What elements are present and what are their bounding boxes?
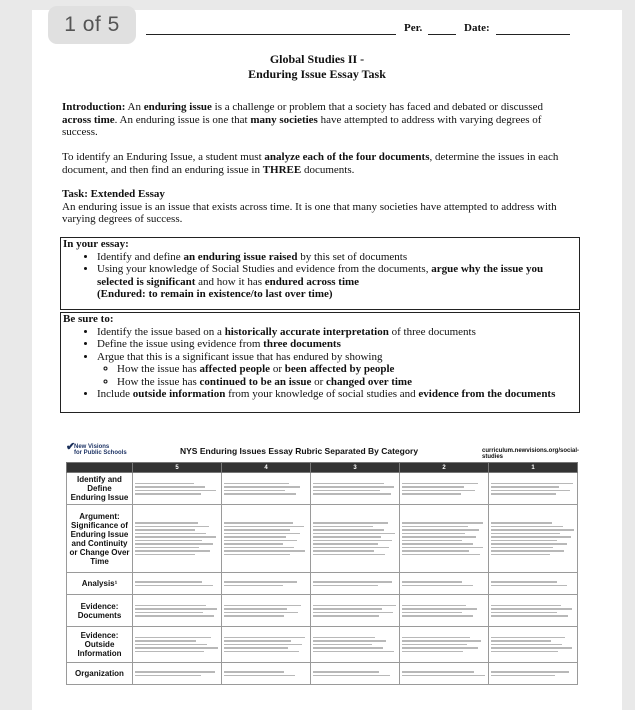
rubric-cell-line: [402, 644, 467, 646]
rubric-cell-line: [313, 522, 388, 524]
rubric-cell-line: [313, 554, 385, 556]
rubric-cell-line: [491, 536, 571, 538]
rubric-cell-line: [224, 490, 285, 492]
rubric-cell-line: [313, 647, 383, 649]
rubric-cell-line: [224, 526, 304, 528]
rubric-cell-line: [402, 647, 478, 649]
essay-bullet-1: • Identify and define an enduring issue raised by this set of documents: [97, 251, 579, 264]
rubric-cell-line: [313, 640, 386, 642]
check-bullet-1: • Identify the issue based on a historically accurate interpretation of three documents: [97, 326, 579, 339]
rubric-cell-line: [313, 493, 391, 495]
rubric-cell-line: [402, 543, 473, 545]
rubric-cell-line: [491, 605, 561, 607]
rubric-cell-line: [402, 522, 483, 524]
name-line: [146, 34, 396, 35]
rubric-cell-line: [313, 581, 392, 583]
identify-paragraph: To identify an Enduring Issue, a student must analyze each of the four documents, determine the issues in each document, and then find an enduring issue in THREE documents.: [62, 151, 559, 176]
rubric-cell-line: [313, 608, 382, 610]
date-line: [496, 34, 570, 35]
check-bullet-3: • Argue that this is a significant issue that has endured by showing ◦ How the issue has affected people or been affected by people ◦ How the issue has continued to be an issue or changed over time: [97, 351, 579, 389]
rubric-cell-line: [491, 647, 572, 649]
rubric-cell-line: [224, 486, 300, 488]
rubric-cell-line: [313, 675, 390, 677]
rubric-cell-line: [313, 550, 374, 552]
rubric-cell-line: [402, 550, 469, 552]
rubric-cell-line: [402, 671, 474, 673]
rubric-cell-line: [135, 605, 206, 607]
rubric-cell-line: [491, 615, 568, 617]
rubric-cell-line: [135, 490, 216, 492]
rubric-cell-line: [313, 612, 393, 614]
rubric-cell-line: [491, 522, 552, 524]
rubric-cell-line: [402, 605, 466, 607]
rubric-cell-line: [224, 493, 296, 495]
rubric-cell-line: [491, 526, 563, 528]
rubric-cell-line: [135, 529, 195, 531]
rubric-cell-line: [135, 675, 201, 677]
rubric-cell-line: [135, 615, 214, 617]
rubric-cell-line: [491, 540, 557, 542]
rubric-cell-line: [313, 547, 389, 549]
rubric-cell-line: [224, 540, 297, 542]
rubric-cell-line: [224, 554, 290, 556]
page-counter: 1 of 5: [48, 6, 136, 44]
rubric-cell-line: [491, 493, 556, 495]
rubric-cell-line: [491, 486, 559, 488]
rubric-cell-line: [224, 533, 300, 535]
rubric-cell-line: [402, 585, 473, 587]
rubric-cell-line: [224, 637, 305, 639]
score-header-row: [67, 463, 578, 473]
rubric-row: [67, 627, 578, 663]
rubric-cell-line: [402, 540, 462, 542]
rubric-row: [67, 595, 578, 627]
rubric-cell-line: [402, 612, 462, 614]
rubric-cell-line: [224, 651, 299, 653]
category-analysis: Analysis¹: [67, 573, 133, 595]
rubric-cell-line: [135, 644, 207, 646]
rubric-cell-line: [224, 644, 302, 646]
rubric-row: [67, 663, 578, 685]
rubric-cell-line: [224, 547, 294, 549]
rubric-cell-line: [402, 533, 465, 535]
title-line-2: Enduring Issue Essay Task: [248, 67, 386, 81]
rubric-cell-line: [224, 671, 284, 673]
rubric-cell-line: [402, 651, 463, 653]
category-organization: Organization: [67, 663, 133, 685]
rubric-cell-line: [135, 608, 217, 610]
rubric-cell-line: [135, 483, 194, 485]
rubric-cell-line: [313, 615, 379, 617]
rubric-cell-line: [135, 493, 201, 495]
rubric-cell-line: [135, 486, 205, 488]
rubric-cell-line: [491, 581, 557, 583]
rubric-cell-line: [402, 640, 481, 642]
in-your-essay-box: [60, 237, 580, 310]
rubric-cell-line: [224, 605, 301, 607]
page-title: [62, 52, 572, 82]
title-line-1: Global Studies II -: [269, 52, 365, 66]
essay-bullet-2: • Using your knowledge of Social Studies and evidence from the documents, argue why the issue you selected is significant and how it has endured across time (Endured: to remain in existence/to last over time): [97, 263, 579, 301]
score-5: 5: [133, 463, 222, 473]
rubric-url: curriculum.newvisions.org/social-studies: [482, 448, 580, 460]
rubric-cell-line: [135, 671, 215, 673]
rubric-cell-line: [491, 543, 567, 545]
rubric-cell-line: [135, 637, 211, 639]
rubric-cell-line: [313, 585, 378, 587]
check-sub-bullet-1: ◦ How the issue has affected people or been affected by people: [117, 363, 579, 376]
category-argument: Argument: Significance of Enduring Issue and Continuity or Change Over Time: [67, 505, 133, 573]
score-2: 2: [400, 463, 489, 473]
rubric-cell-line: [313, 536, 381, 538]
rubric-cell-line: [135, 536, 216, 538]
rubric-cell-line: [491, 550, 564, 552]
rubric-cell-line: [313, 637, 375, 639]
rubric-cell-line: [402, 526, 468, 528]
per-label: Per.: [404, 22, 423, 34]
rubric-cell-line: [224, 612, 298, 614]
rubric-cell-line: [224, 550, 305, 552]
rubric-cell-line: [491, 651, 558, 653]
rubric-cell-line: [402, 581, 462, 583]
rubric-cell-line: [491, 483, 573, 485]
rubric-cell-line: [313, 526, 373, 528]
rubric-cell-line: [135, 526, 209, 528]
rubric-cell-line: [402, 536, 476, 538]
rubric-cell-line: [402, 493, 461, 495]
check-bullet-4: • Include outside information from your knowledge of social studies and evidence from the documents: [97, 388, 579, 401]
rubric-cell-line: [402, 637, 470, 639]
rubric-cell-line: [491, 675, 555, 677]
rubric-cell-line: [402, 554, 480, 556]
rubric-cell-line: [224, 543, 283, 545]
task-heading: Task: Extended Essay: [62, 188, 165, 200]
rubric-cell-line: [224, 483, 289, 485]
rubric-cell-line: [224, 675, 295, 677]
rubric-cell-line: [491, 490, 570, 492]
rubric-cell-line: [135, 540, 202, 542]
rubric-cell-line: [402, 547, 483, 549]
rubric-cell-line: [224, 585, 283, 587]
rubric-cell-line: [135, 585, 213, 587]
be-sure-to-heading: Be sure to:: [63, 313, 114, 325]
rubric-cell-line: [224, 608, 287, 610]
rubric-cell-line: [491, 612, 557, 614]
rubric-cell-line: [135, 647, 218, 649]
category-identify: Identify and Define Enduring Issue: [67, 473, 133, 505]
be-sure-to-box: [60, 312, 580, 413]
rubric-cell-line: [313, 644, 372, 646]
rubric-cell-line: [135, 612, 203, 614]
rubric-cell-line: [491, 637, 565, 639]
rubric-cell-line: [402, 529, 479, 531]
rubric-cell-line: [491, 554, 550, 556]
rubric-cell-line: [491, 529, 574, 531]
rubric-cell-line: [491, 671, 569, 673]
rubric-cell-line: [402, 675, 485, 677]
introduction-paragraph: Introduction: An enduring issue is a challenge or problem that a society has faced and debated or discussed across time. An enduring issue is one that many societies have attempted to address with varying degrees of success.: [62, 101, 543, 138]
rubric-cell-line: [402, 483, 478, 485]
rubric-cell-line: [224, 640, 291, 642]
rubric-cell-line: [402, 608, 477, 610]
check-bullet-2: • Define the issue using evidence from three documents: [97, 338, 579, 351]
rubric-cell-line: [224, 522, 293, 524]
rubric-cell-line: [135, 543, 213, 545]
new-visions-logo: ✔ New Visions for Public Schools: [66, 441, 127, 456]
rubric-cell-line: [313, 671, 379, 673]
rubric-cell-line: [402, 486, 464, 488]
rubric-cell-line: [491, 585, 567, 587]
rubric-cell-line: [135, 640, 196, 642]
in-your-essay-heading: In your essay:: [63, 238, 129, 250]
rubric-cell-line: [402, 490, 475, 492]
rubric-table: [66, 462, 578, 685]
rubric-cell-line: [224, 647, 288, 649]
rubric-cell-line: [313, 490, 380, 492]
rubric-cell-line: [313, 483, 384, 485]
rubric-cell-line: [313, 529, 384, 531]
score-3: 3: [311, 463, 400, 473]
rubric-cell-line: [313, 533, 395, 535]
rubric-cell-line: [135, 533, 206, 535]
rubric-cell-line: [224, 581, 297, 583]
date-label: Date:: [464, 22, 490, 34]
category-evidence-documents: Evidence: Documents: [67, 595, 133, 627]
rubric-row: [67, 473, 578, 505]
rubric-cell-line: [313, 605, 396, 607]
rubric-cell-line: [491, 640, 551, 642]
task-section: [62, 188, 572, 226]
checkmark-icon: ✔: [66, 441, 76, 453]
rubric-cell-line: [491, 608, 572, 610]
rubric-cell-line: [135, 547, 199, 549]
rubric-cell-line: [135, 651, 204, 653]
rubric-row: [67, 573, 578, 595]
rubric-cell-line: [135, 522, 198, 524]
rubric-cell-line: [313, 651, 394, 653]
rubric-cell-line: [135, 550, 210, 552]
rubric-cell-line: [224, 536, 286, 538]
rubric-section: [62, 438, 582, 700]
rubric-cell-line: [491, 547, 553, 549]
rubric-cell-line: [224, 615, 284, 617]
rubric-cell-line: [313, 540, 392, 542]
rubric-cell-line: [402, 615, 473, 617]
rubric-cell-line: [491, 533, 560, 535]
rubric-cell-line: [135, 581, 202, 583]
rubric-row: [67, 505, 578, 573]
rubric-cell-line: [313, 486, 394, 488]
score-4: 4: [222, 463, 311, 473]
task-body: An enduring issue is an issue that exists across time. It is one that many societies have attempted to address with varying degrees of success.: [62, 200, 557, 225]
rubric-title: NYS Enduring Issues Essay Rubric Separated By Category: [180, 446, 419, 456]
category-evidence-outside: Evidence: Outside Information: [67, 627, 133, 663]
rubric-cell-line: [313, 543, 378, 545]
rubric-cell-line: [135, 554, 195, 556]
rubric-cell-line: [491, 644, 562, 646]
score-1: 1: [489, 463, 578, 473]
per-line: [428, 34, 456, 35]
check-sub-bullet-2: ◦ How the issue has continued to be an issue or changed over time: [117, 376, 579, 389]
rubric-cell-line: [224, 529, 290, 531]
